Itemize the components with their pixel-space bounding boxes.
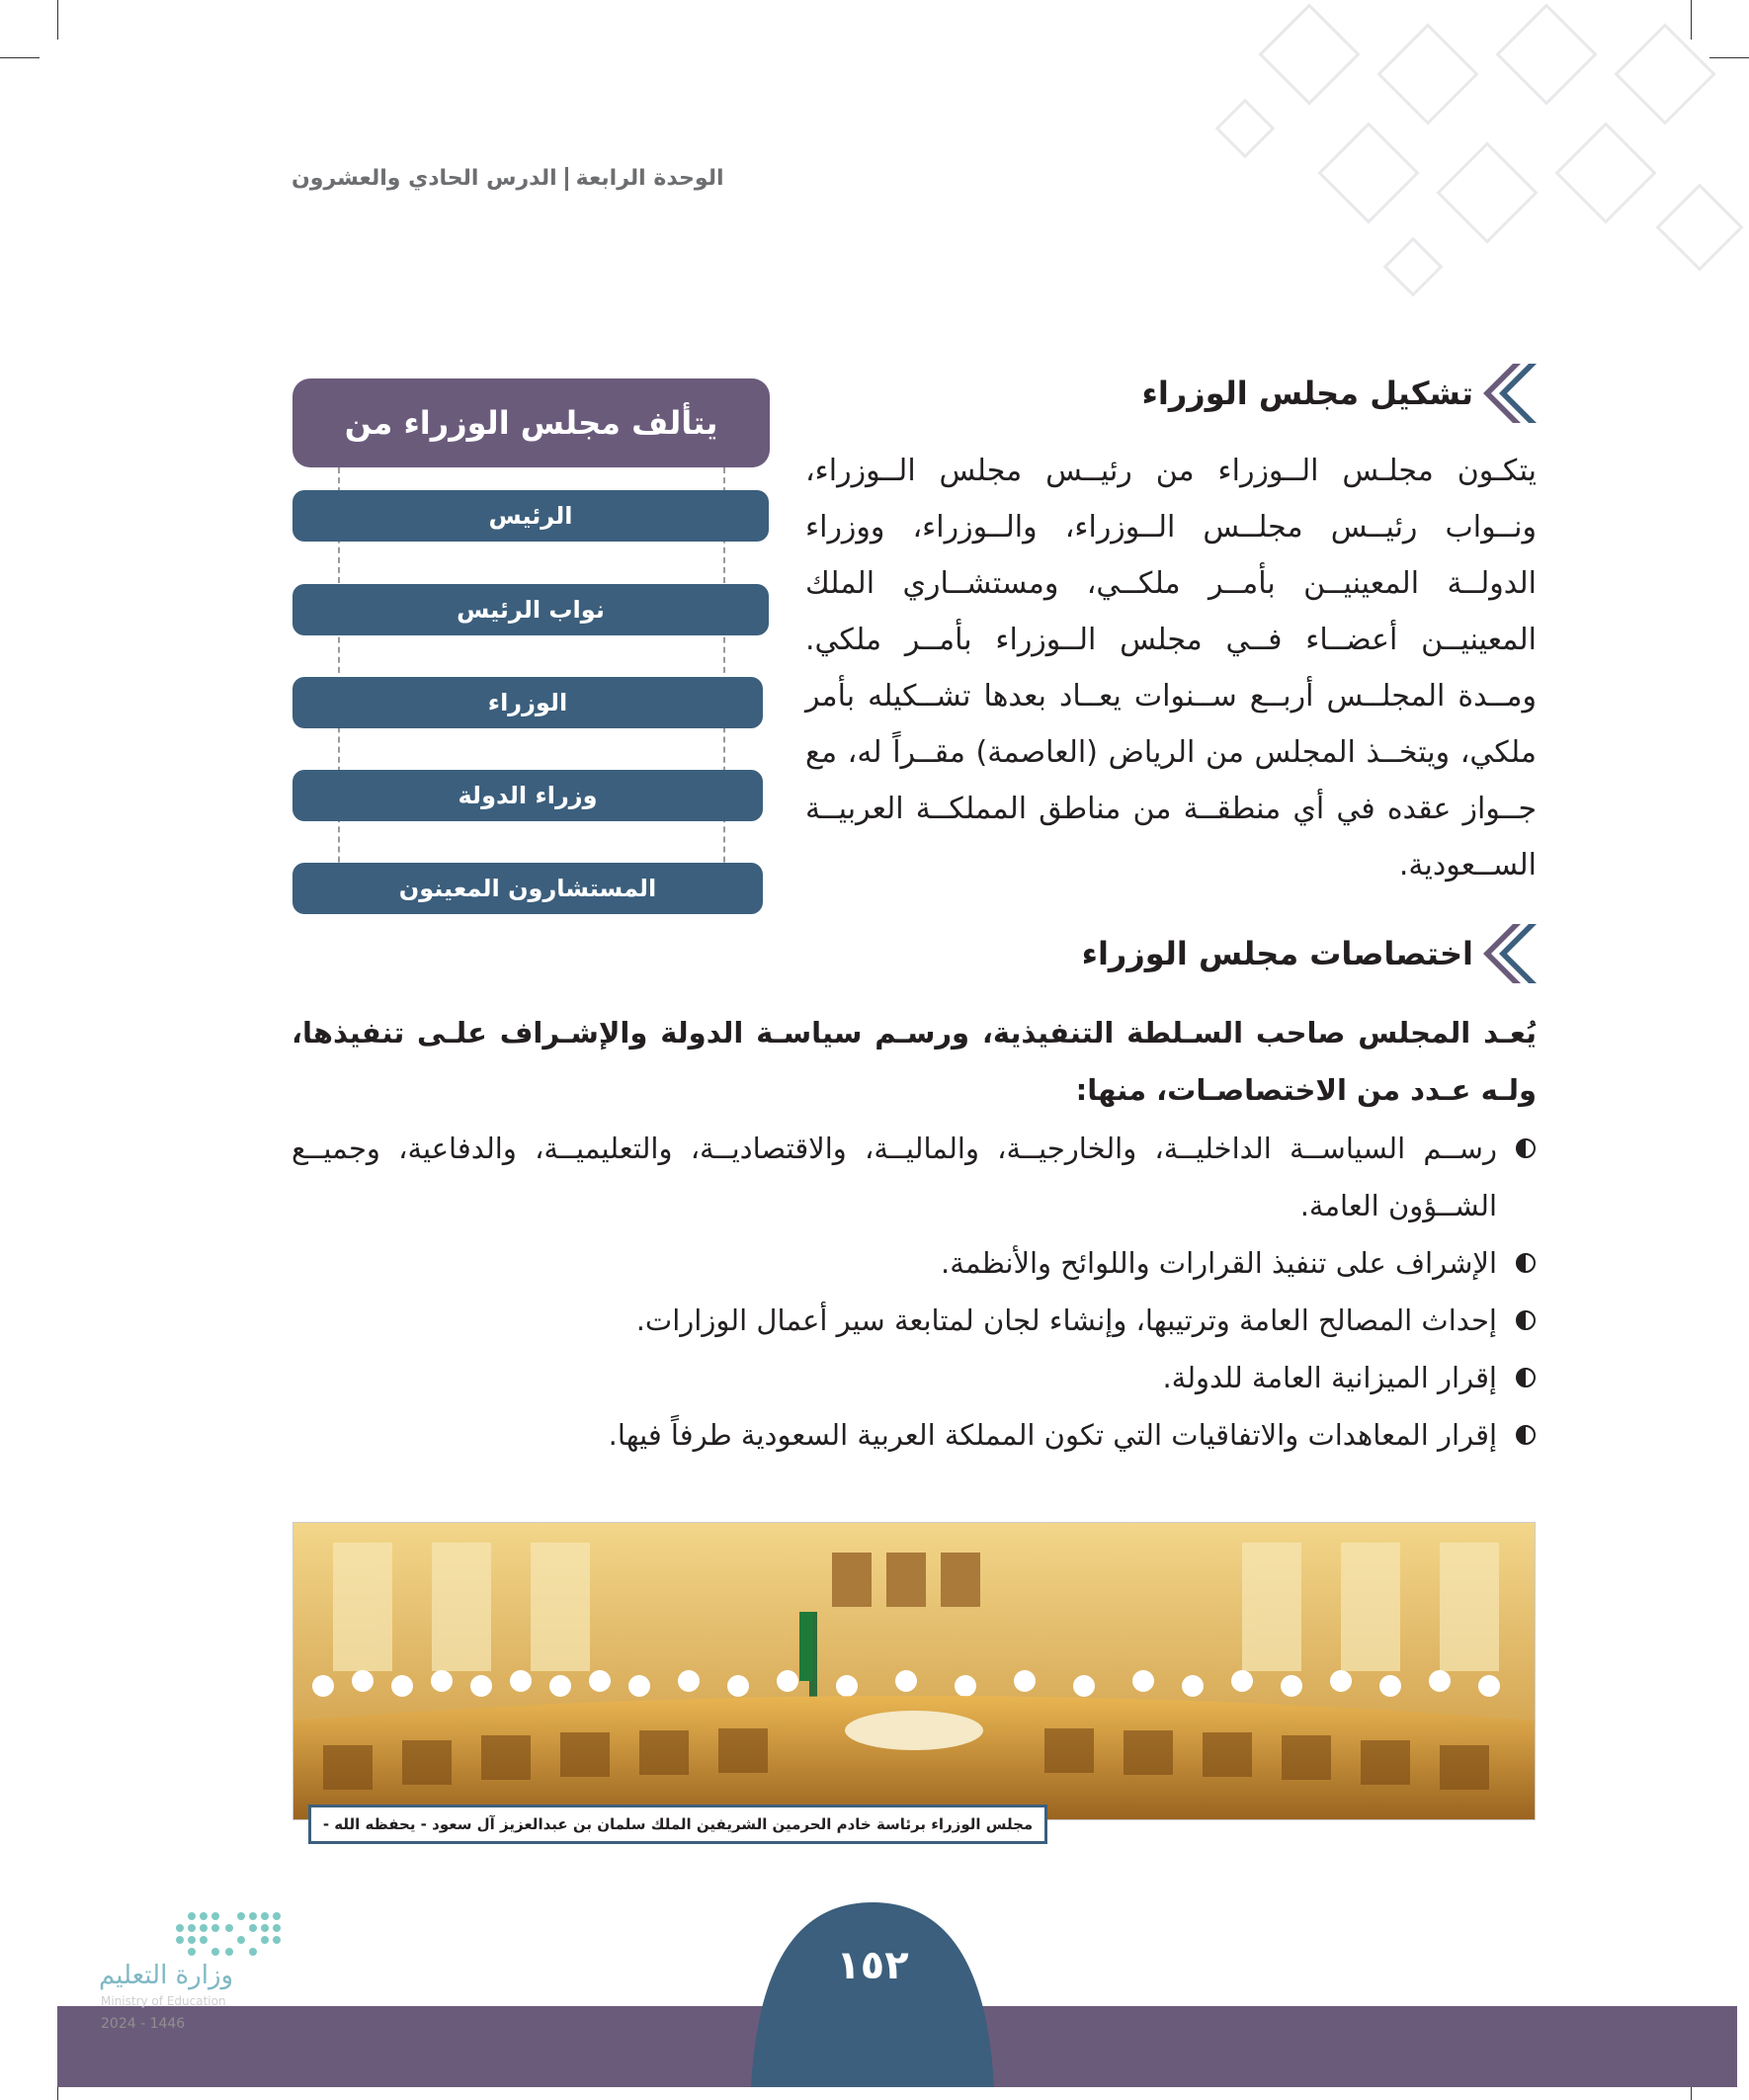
section-title-text: اختصاصات مجلس الوزراء <box>1081 935 1473 972</box>
double-chevron-icon <box>1483 364 1537 423</box>
half-circle-bullet-icon <box>1515 1424 1537 1446</box>
ministry-name-ar: وزارة التعليم <box>99 1961 234 1990</box>
council-meeting-photo <box>292 1522 1536 1820</box>
composition-diagram <box>292 378 772 917</box>
ministry-name-en: Ministry of Education <box>101 1994 226 2008</box>
list-item: الإشراف على تنفيذ القرارات واللوائح والأنظمة. <box>292 1234 1537 1292</box>
half-circle-bullet-icon <box>1515 1137 1537 1159</box>
edition-year: 2024 - 1446 <box>101 2016 186 2032</box>
unit-label: الوحدة الرابعة <box>575 166 724 191</box>
list-item: إقرار المعاهدات والاتفاقيات التي تكون المملكة العربية السعودية طرفاً فيها. <box>292 1406 1537 1464</box>
crop-mark <box>57 2086 58 2100</box>
half-circle-bullet-icon <box>1515 1367 1537 1388</box>
half-circle-bullet-icon <box>1515 1309 1537 1331</box>
lesson-label: الدرس الحادي والعشرون <box>292 166 557 191</box>
powers-list <box>292 1120 1537 1464</box>
background-pattern <box>1196 0 1749 326</box>
header-separator <box>565 167 568 191</box>
diagram-item-deputies: نواب الرئيس <box>292 584 769 635</box>
diagram-item-advisors: المستشارون المعينون <box>292 863 763 914</box>
section-title-text: تشكيل مجلس الوزراء <box>1141 375 1473 412</box>
list-item: إقرار الميزانية العامة للدولة. <box>292 1349 1537 1406</box>
page-number: ١٥٢ <box>836 1943 909 1988</box>
list-item: إحداث المصالح العامة وترتيبها، وإنشاء لجان لمتابعة سير أعمال الوزارات. <box>292 1292 1537 1349</box>
crop-mark <box>57 0 58 40</box>
section-title-formation <box>1142 364 1537 423</box>
crop-mark <box>0 57 40 58</box>
list-item: رســم السياســة الداخليــة، والخارجيــة، والماليــة، والاقتصاديــة، والتعليميــة، والدفاعية، وجميــع الشــؤون العامة. <box>292 1120 1537 1234</box>
diagram-item-ministers: الوزراء <box>292 677 763 728</box>
diagram-item-state-ministers: وزراء الدولة <box>292 770 763 821</box>
powers-intro: يُعـد المجلس صاحب السـلطة التنفيذية، ورسـم سياسـة الدولة والإشـراف علـى تنفيذها، ولـه عـدد من الاختصاصـات، منها: <box>292 1016 1537 1107</box>
crop-mark <box>1691 2086 1692 2100</box>
photo-caption: مجلس الوزراء برئاسة خادم الحرمين الشريفين الملك سلمان بن عبدالعزيز آل سعود - يحفظه الله - <box>308 1805 1047 1844</box>
diagram-item-president: الرئيس <box>292 490 769 542</box>
half-circle-bullet-icon <box>1515 1252 1537 1274</box>
running-header <box>292 166 724 191</box>
formation-paragraph: يتكـون مجلـس الــوزراء من رئيــس مجلس الــوزراء، ونــواب رئيــس مجلــس الــوزراء، والــوزراء، ووزراء الدولــة المعينيــن بأمــر ملكــي، ومستشــاري الملك المعينيــن أعضــاء فــي مجلس الــوزراء بأمــر ملكي. ومــدة المجلــس أربــع ســنوات يعــاد بعدها تشــكيله بأمر ملكي، ويتخــذ المجلس من الرياض (العاصمة) مقــراً له، مع جــواز عقده في أي منطقــة من مناطق المملكــة العربيــة الســعودية. <box>805 454 1537 882</box>
diagram-title: يتألف مجلس الوزراء من <box>292 378 770 467</box>
section-title-powers <box>1082 924 1537 983</box>
double-chevron-icon <box>1483 924 1537 983</box>
page-number-tab <box>751 1902 994 2087</box>
